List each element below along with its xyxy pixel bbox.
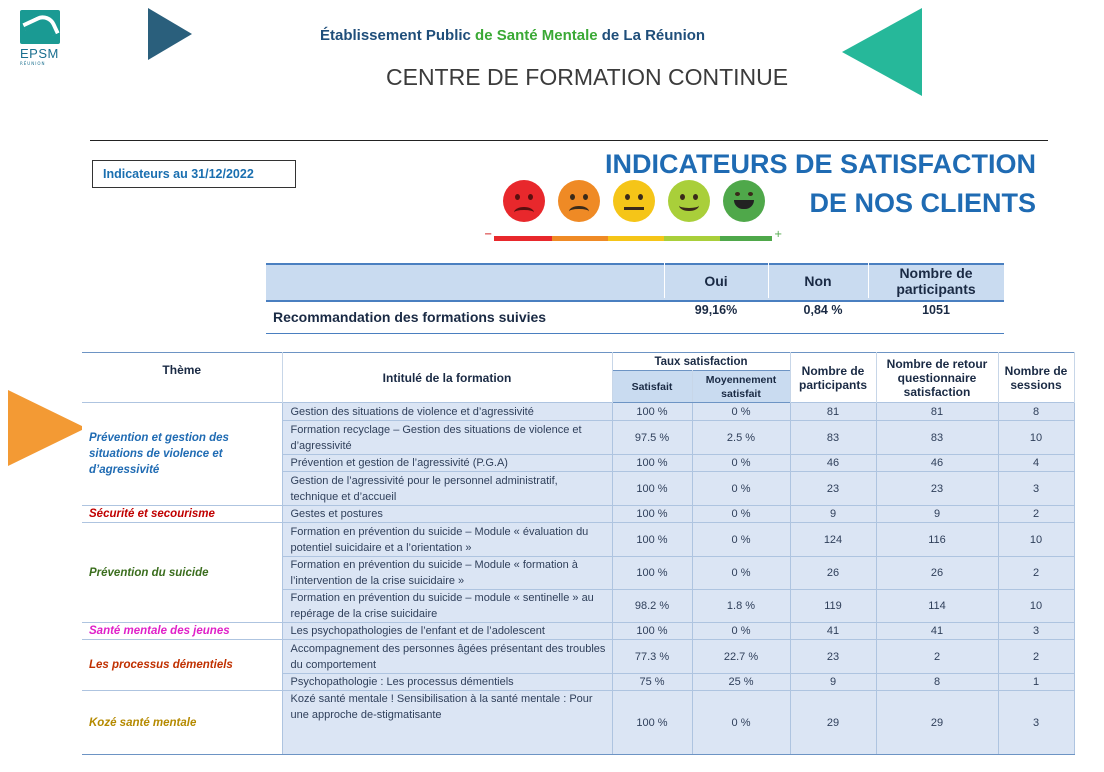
retours-cell: 114 bbox=[876, 590, 998, 623]
satisfait-cell: 100 % bbox=[612, 472, 692, 506]
training-title-cell: Psychopathologie : Les processus démentiels bbox=[282, 674, 612, 691]
header-participants: Nombre de participants bbox=[790, 353, 876, 403]
header-intitule: Intitulé de la formation bbox=[282, 353, 612, 403]
table-body bbox=[82, 403, 1074, 755]
satisfait-cell: 97.5 % bbox=[612, 421, 692, 455]
participants-cell: 29 bbox=[790, 691, 876, 755]
retours-cell: 26 bbox=[876, 557, 998, 590]
bird-logo-icon bbox=[20, 10, 60, 44]
reco-label: Recommandation des formations suivies bbox=[273, 309, 547, 325]
retours-cell: 83 bbox=[876, 421, 998, 455]
table-row bbox=[82, 506, 1074, 523]
training-title-cell: Formation en prévention du suicide – Module « évaluation du potentiel suicidaire et a l’orientation » bbox=[282, 523, 612, 557]
reco-non-value: 0,84 % bbox=[803, 303, 843, 317]
sessions-cell: 10 bbox=[998, 421, 1074, 455]
satisfait-cell: 77.3 % bbox=[612, 640, 692, 674]
header-theme: Thème bbox=[82, 353, 282, 403]
training-title-cell: Formation en prévention du suicide – module « sentinelle » au repérage de la crise suicidaire bbox=[282, 590, 612, 623]
table-row bbox=[82, 523, 1074, 557]
neutral-face-icon bbox=[613, 180, 655, 222]
satisfait-cell: 100 % bbox=[612, 455, 692, 472]
sad-face-icon bbox=[558, 180, 600, 222]
retours-cell: 9 bbox=[876, 506, 998, 523]
participants-cell: 46 bbox=[790, 455, 876, 472]
teal-triangle-decoration bbox=[842, 8, 922, 96]
angry-face-icon bbox=[503, 180, 545, 222]
training-title-cell: Les psychopathologies de l’enfant et de l’adolescent bbox=[282, 623, 612, 640]
happy-face-icon bbox=[668, 180, 710, 222]
sessions-cell: 2 bbox=[998, 557, 1074, 590]
header-moyennement: Moyennement satisfait bbox=[692, 371, 790, 403]
table-row bbox=[82, 691, 1074, 755]
retours-cell: 29 bbox=[876, 691, 998, 755]
reco-header-oui: Oui bbox=[704, 273, 728, 289]
header-retours: Nombre de retour questionnaire satisfaction bbox=[876, 353, 998, 403]
participants-cell: 23 bbox=[790, 640, 876, 674]
theme-cell: Prévention et gestion des situations de violence et d’agressivité bbox=[82, 403, 282, 506]
satisfait-cell: 98.2 % bbox=[612, 590, 692, 623]
training-title-cell: Gestion des situations de violence et d’agressivité bbox=[282, 403, 612, 421]
theme-cell: Kozé santé mentale bbox=[82, 691, 282, 755]
retours-cell: 116 bbox=[876, 523, 998, 557]
satisfait-cell: 75 % bbox=[612, 674, 692, 691]
indicators-date-box: Indicateurs au 31/12/2022 bbox=[92, 160, 296, 188]
reco-header-participants: Nombre de participants bbox=[896, 265, 976, 297]
header-divider bbox=[90, 140, 1048, 141]
scale-minus: − bbox=[484, 229, 493, 240]
training-title-cell: Kozé santé mentale ! Sensibilisation à la santé mentale : Pour une approche de-stigmatisante bbox=[282, 691, 612, 755]
moyennement-cell: 0 % bbox=[692, 691, 790, 755]
participants-cell: 124 bbox=[790, 523, 876, 557]
sessions-cell: 2 bbox=[998, 506, 1074, 523]
theme-cell: Sécurité et secourisme bbox=[82, 506, 282, 523]
sessions-cell: 3 bbox=[998, 472, 1074, 506]
moyennement-cell: 1.8 % bbox=[692, 590, 790, 623]
theme-cell: Santé mentale des jeunes bbox=[82, 623, 282, 640]
training-title-cell: Prévention et gestion de l’agressivité (P.G.A) bbox=[282, 455, 612, 472]
table-row bbox=[82, 403, 1074, 421]
sessions-cell: 4 bbox=[998, 455, 1074, 472]
training-title-cell: Formation en prévention du suicide – Module « formation à l’intervention de la crise suicidaire » bbox=[282, 557, 612, 590]
retours-cell: 2 bbox=[876, 640, 998, 674]
sessions-cell: 1 bbox=[998, 674, 1074, 691]
logo-text: EPSM bbox=[20, 46, 59, 61]
theme-cell: Prévention du suicide bbox=[82, 523, 282, 623]
sessions-cell: 3 bbox=[998, 623, 1074, 640]
participants-cell: 119 bbox=[790, 590, 876, 623]
centre-title: CENTRE DE FORMATION CONTINUE bbox=[386, 64, 789, 90]
satisfait-cell: 100 % bbox=[612, 403, 692, 421]
retours-cell: 8 bbox=[876, 674, 998, 691]
epsm-logo bbox=[20, 10, 62, 68]
training-satisfaction-table bbox=[82, 352, 1075, 755]
sessions-cell: 10 bbox=[998, 590, 1074, 623]
participants-cell: 9 bbox=[790, 506, 876, 523]
sessions-cell: 3 bbox=[998, 691, 1074, 755]
header-taux: Taux satisfaction bbox=[612, 353, 790, 371]
satisfaction-scale bbox=[484, 229, 783, 243]
participants-cell: 26 bbox=[790, 557, 876, 590]
training-title-cell: Gestes et postures bbox=[282, 506, 612, 523]
header-sessions: Nombre de sessions bbox=[998, 353, 1074, 403]
orange-triangle-decoration bbox=[8, 390, 86, 466]
dark-triangle-decoration bbox=[148, 8, 192, 60]
moyennement-cell: 0 % bbox=[692, 455, 790, 472]
retours-cell: 81 bbox=[876, 403, 998, 421]
reco-header-non: Non bbox=[804, 273, 832, 289]
satisfaction-title: INDICATEURS DE SATISFACTION DE NOS CLIENTS bbox=[604, 149, 1036, 218]
moyennement-cell: 0 % bbox=[692, 403, 790, 421]
table-row bbox=[82, 623, 1074, 640]
sessions-cell: 10 bbox=[998, 523, 1074, 557]
recommendation-table bbox=[266, 263, 1004, 335]
satisfait-cell: 100 % bbox=[612, 691, 692, 755]
logo-subtext: RÉUNION bbox=[20, 61, 46, 66]
table-row bbox=[82, 640, 1074, 674]
moyennement-cell: 22.7 % bbox=[692, 640, 790, 674]
moyennement-cell: 0 % bbox=[692, 623, 790, 640]
reco-participants-value: 1051 bbox=[922, 303, 950, 317]
satisfait-cell: 100 % bbox=[612, 523, 692, 557]
participants-cell: 41 bbox=[790, 623, 876, 640]
sessions-cell: 2 bbox=[998, 640, 1074, 674]
moyennement-cell: 2.5 % bbox=[692, 421, 790, 455]
scale-plus: + bbox=[774, 229, 783, 240]
moyennement-cell: 25 % bbox=[692, 674, 790, 691]
moyennement-cell: 0 % bbox=[692, 523, 790, 557]
satisfait-cell: 100 % bbox=[612, 623, 692, 640]
theme-cell: Les processus démentiels bbox=[82, 640, 282, 691]
training-title-cell: Formation recyclage – Gestion des situations de violence et d’agressivité bbox=[282, 421, 612, 455]
participants-cell: 9 bbox=[790, 674, 876, 691]
participants-cell: 23 bbox=[790, 472, 876, 506]
very-happy-face-icon bbox=[723, 180, 765, 222]
establishment-name: Établissement Public de Santé Mentale de La Réunion bbox=[320, 27, 706, 44]
participants-cell: 83 bbox=[790, 421, 876, 455]
moyennement-cell: 0 % bbox=[692, 557, 790, 590]
retours-cell: 46 bbox=[876, 455, 998, 472]
satisfait-cell: 100 % bbox=[612, 506, 692, 523]
moyennement-cell: 0 % bbox=[692, 506, 790, 523]
retours-cell: 23 bbox=[876, 472, 998, 506]
training-title-cell: Accompagnement des personnes âgées présentant des troubles du comportement bbox=[282, 640, 612, 674]
header-satisfait: Satisfait bbox=[612, 371, 692, 403]
sessions-cell: 8 bbox=[998, 403, 1074, 421]
retours-cell: 41 bbox=[876, 623, 998, 640]
satisfait-cell: 100 % bbox=[612, 557, 692, 590]
moyennement-cell: 0 % bbox=[692, 472, 790, 506]
reco-oui-value: 99,16% bbox=[694, 303, 738, 317]
training-title-cell: Gestion de l’agressivité pour le personnel administratif, technique et d’accueil bbox=[282, 472, 612, 506]
participants-cell: 81 bbox=[790, 403, 876, 421]
